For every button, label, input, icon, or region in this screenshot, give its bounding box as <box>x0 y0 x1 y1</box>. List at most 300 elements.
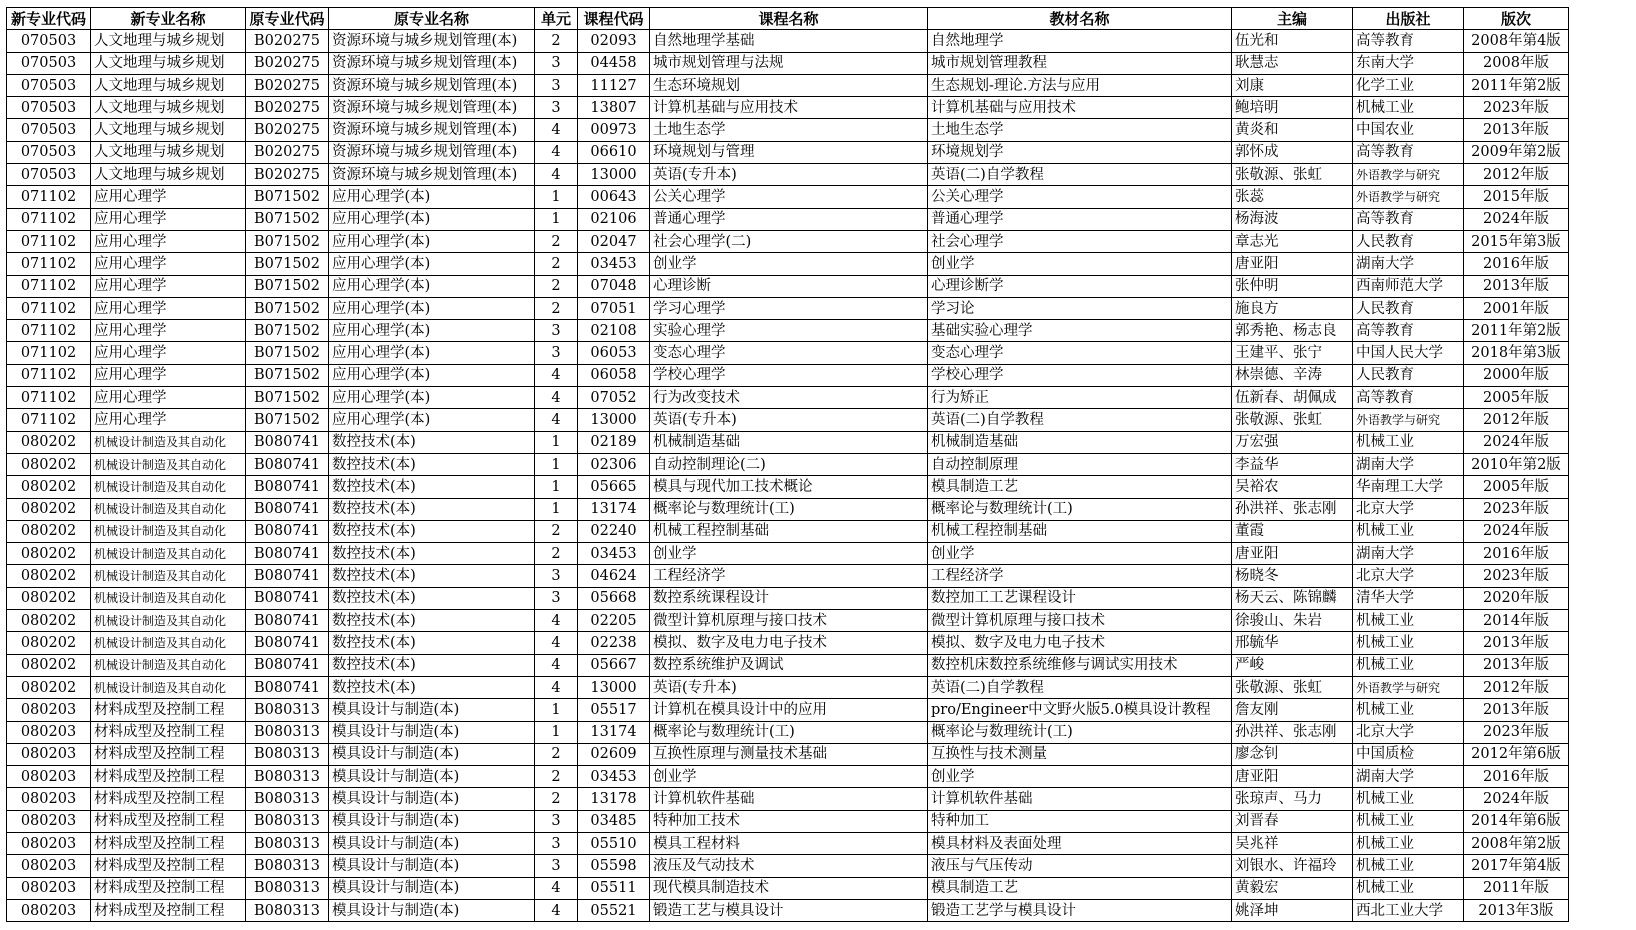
cell-edition: 2001年版 <box>1464 297 1569 319</box>
table-row <box>7 186 1569 208</box>
cell-course-code: 07052 <box>578 387 650 409</box>
cell-unit: 2 <box>535 543 578 565</box>
cell-old-major-code: B071502 <box>246 364 329 386</box>
cell-textbook-name: 变态心理学 <box>928 342 1232 364</box>
cell-edition: 2005年版 <box>1464 476 1569 498</box>
cell-editor: 杨晓冬 <box>1232 565 1353 587</box>
cell-new-major-code: 080202 <box>7 543 91 565</box>
table-row <box>7 297 1569 319</box>
cell-publisher: 湖南大学 <box>1353 253 1464 275</box>
cell-publisher: 机械工业 <box>1353 520 1464 542</box>
cell-publisher: 高等教育 <box>1353 30 1464 52</box>
cell-editor: 杨天云、陈锦麟 <box>1232 587 1353 609</box>
cell-course-code: 00973 <box>578 119 650 141</box>
cell-textbook-name: 工程经济学 <box>928 565 1232 587</box>
cell-edition: 2024年版 <box>1464 431 1569 453</box>
cell-new-major-code: 071102 <box>7 208 91 230</box>
cell-course-code: 04624 <box>578 565 650 587</box>
cell-publisher: 中国人民大学 <box>1353 342 1464 364</box>
cell-new-major-name: 材料成型及控制工程 <box>91 877 246 899</box>
cell-new-major-code: 071102 <box>7 364 91 386</box>
table-row <box>7 610 1569 632</box>
cell-old-major-code: B071502 <box>246 186 329 208</box>
cell-publisher: 人民教育 <box>1353 230 1464 252</box>
table-row <box>7 453 1569 475</box>
cell-edition: 2000年版 <box>1464 364 1569 386</box>
cell-course-name: 现代模具制造技术 <box>650 877 928 899</box>
cell-old-major-name: 数控技术(本) <box>329 632 535 654</box>
cell-old-major-code: B071502 <box>246 297 329 319</box>
cell-old-major-name: 数控技术(本) <box>329 498 535 520</box>
table-row <box>7 52 1569 74</box>
cell-publisher: 北京大学 <box>1353 721 1464 743</box>
cell-editor: 耿慧志 <box>1232 52 1353 74</box>
cell-old-major-name: 资源环境与城乡规划管理(本) <box>329 74 535 96</box>
cell-publisher: 人民教育 <box>1353 364 1464 386</box>
cell-course-code: 02093 <box>578 30 650 52</box>
cell-course-name: 模具与现代加工技术概论 <box>650 476 928 498</box>
cell-new-major-code: 071102 <box>7 186 91 208</box>
cell-unit: 1 <box>535 476 578 498</box>
cell-new-major-code: 080203 <box>7 810 91 832</box>
header-new-major-code: 新专业代码 <box>7 8 91 30</box>
cell-new-major-name: 机械设计制造及其自动化 <box>91 543 246 565</box>
cell-course-code: 06610 <box>578 141 650 163</box>
cell-edition: 2017年第4版 <box>1464 855 1569 877</box>
cell-old-major-code: B080741 <box>246 453 329 475</box>
cell-new-major-name: 人文地理与城乡规划 <box>91 97 246 119</box>
cell-old-major-code: B020275 <box>246 97 329 119</box>
table-row <box>7 855 1569 877</box>
cell-editor: 张敬源、张虹 <box>1232 164 1353 186</box>
cell-publisher: 中国质检 <box>1353 743 1464 765</box>
table-row <box>7 877 1569 899</box>
cell-edition: 2013年版 <box>1464 119 1569 141</box>
cell-new-major-code: 080202 <box>7 498 91 520</box>
cell-old-major-name: 应用心理学(本) <box>329 186 535 208</box>
cell-new-major-code: 071102 <box>7 387 91 409</box>
cell-new-major-code: 080203 <box>7 877 91 899</box>
cell-old-major-code: B071502 <box>246 230 329 252</box>
cell-course-code: 05667 <box>578 654 650 676</box>
cell-course-code: 06058 <box>578 364 650 386</box>
cell-new-major-code: 071102 <box>7 409 91 431</box>
table-row <box>7 899 1569 921</box>
cell-course-name: 行为改变技术 <box>650 387 928 409</box>
cell-publisher: 清华大学 <box>1353 587 1464 609</box>
table-row <box>7 810 1569 832</box>
cell-old-major-code: B080741 <box>246 565 329 587</box>
cell-editor: 邢毓华 <box>1232 632 1353 654</box>
cell-new-major-name: 应用心理学 <box>91 186 246 208</box>
cell-textbook-name: 互换性与技术测量 <box>928 743 1232 765</box>
cell-new-major-code: 070503 <box>7 52 91 74</box>
cell-old-major-name: 应用心理学(本) <box>329 208 535 230</box>
cell-new-major-code: 071102 <box>7 342 91 364</box>
cell-editor: 万宏强 <box>1232 431 1353 453</box>
cell-course-name: 英语(专升本) <box>650 164 928 186</box>
cell-textbook-name: 数控加工工艺课程设计 <box>928 587 1232 609</box>
cell-old-major-code: B080313 <box>246 832 329 854</box>
cell-textbook-name: 自动控制原理 <box>928 453 1232 475</box>
cell-new-major-name: 应用心理学 <box>91 320 246 342</box>
cell-course-code: 02106 <box>578 208 650 230</box>
cell-textbook-name: 基础实验心理学 <box>928 320 1232 342</box>
cell-unit: 3 <box>535 97 578 119</box>
cell-course-code: 04458 <box>578 52 650 74</box>
cell-old-major-code: B071502 <box>246 409 329 431</box>
cell-old-major-code: B080741 <box>246 476 329 498</box>
cell-unit: 2 <box>535 743 578 765</box>
cell-new-major-code: 080202 <box>7 453 91 475</box>
cell-textbook-name: 液压与气压传动 <box>928 855 1232 877</box>
cell-unit: 3 <box>535 565 578 587</box>
cell-old-major-code: B080741 <box>246 676 329 698</box>
cell-unit: 1 <box>535 208 578 230</box>
table-header-row <box>7 8 1569 30</box>
cell-publisher: 中国农业 <box>1353 119 1464 141</box>
cell-new-major-name: 材料成型及控制工程 <box>91 810 246 832</box>
cell-new-major-code: 071102 <box>7 275 91 297</box>
cell-editor: 杨海波 <box>1232 208 1353 230</box>
cell-edition: 2005年版 <box>1464 387 1569 409</box>
table-row <box>7 320 1569 342</box>
cell-edition: 2012年版 <box>1464 409 1569 431</box>
cell-new-major-name: 人文地理与城乡规划 <box>91 74 246 96</box>
table-row <box>7 676 1569 698</box>
table-row <box>7 364 1569 386</box>
header-textbook-name: 教材名称 <box>928 8 1232 30</box>
cell-new-major-name: 材料成型及控制工程 <box>91 766 246 788</box>
cell-edition: 2014年第6版 <box>1464 810 1569 832</box>
cell-old-major-name: 资源环境与城乡规划管理(本) <box>329 97 535 119</box>
cell-old-major-name: 资源环境与城乡规划管理(本) <box>329 52 535 74</box>
cell-old-major-code: B080313 <box>246 766 329 788</box>
cell-course-name: 学习心理学 <box>650 297 928 319</box>
cell-old-major-name: 应用心理学(本) <box>329 409 535 431</box>
cell-editor: 詹友刚 <box>1232 699 1353 721</box>
table-row <box>7 476 1569 498</box>
cell-old-major-name: 应用心理学(本) <box>329 275 535 297</box>
cell-new-major-code: 070503 <box>7 30 91 52</box>
cell-course-name: 机械制造基础 <box>650 431 928 453</box>
cell-new-major-name: 应用心理学 <box>91 342 246 364</box>
cell-new-major-name: 材料成型及控制工程 <box>91 721 246 743</box>
cell-new-major-name: 应用心理学 <box>91 297 246 319</box>
cell-unit: 4 <box>535 632 578 654</box>
cell-edition: 2013年版 <box>1464 632 1569 654</box>
cell-old-major-code: B020275 <box>246 52 329 74</box>
cell-editor: 廖念钊 <box>1232 743 1353 765</box>
cell-old-major-name: 模具设计与制造(本) <box>329 810 535 832</box>
cell-new-major-name: 应用心理学 <box>91 387 246 409</box>
cell-course-code: 13174 <box>578 498 650 520</box>
table-row <box>7 743 1569 765</box>
cell-textbook-name: pro/Engineer中文野火版5.0模具设计教程 <box>928 699 1232 721</box>
cell-textbook-name: 土地生态学 <box>928 119 1232 141</box>
cell-course-code: 02189 <box>578 431 650 453</box>
cell-old-major-name: 数控技术(本) <box>329 676 535 698</box>
cell-course-code: 05521 <box>578 899 650 921</box>
table-row <box>7 587 1569 609</box>
cell-editor: 施良方 <box>1232 297 1353 319</box>
cell-edition: 2012年版 <box>1464 676 1569 698</box>
table-row <box>7 832 1569 854</box>
cell-new-major-code: 080203 <box>7 699 91 721</box>
cell-old-major-name: 数控技术(本) <box>329 476 535 498</box>
cell-course-name: 创业学 <box>650 766 928 788</box>
cell-textbook-name: 城市规划管理教程 <box>928 52 1232 74</box>
cell-course-code: 05510 <box>578 832 650 854</box>
cell-course-code: 05511 <box>578 877 650 899</box>
cell-textbook-name: 微型计算机原理与接口技术 <box>928 610 1232 632</box>
cell-publisher: 湖南大学 <box>1353 453 1464 475</box>
cell-textbook-name: 行为矫正 <box>928 387 1232 409</box>
cell-course-code: 07048 <box>578 275 650 297</box>
cell-old-major-code: B071502 <box>246 208 329 230</box>
cell-publisher: 外语教学与研究 <box>1353 164 1464 186</box>
cell-publisher: 机械工业 <box>1353 810 1464 832</box>
cell-unit: 4 <box>535 164 578 186</box>
cell-editor: 章志光 <box>1232 230 1353 252</box>
cell-course-name: 互换性原理与测量技术基础 <box>650 743 928 765</box>
cell-new-major-code: 080202 <box>7 520 91 542</box>
cell-unit: 4 <box>535 364 578 386</box>
cell-new-major-code: 080203 <box>7 788 91 810</box>
cell-old-major-name: 应用心理学(本) <box>329 320 535 342</box>
cell-new-major-name: 机械设计制造及其自动化 <box>91 632 246 654</box>
cell-course-code: 02047 <box>578 230 650 252</box>
cell-new-major-code: 071102 <box>7 320 91 342</box>
cell-new-major-name: 材料成型及控制工程 <box>91 743 246 765</box>
cell-old-major-code: B020275 <box>246 30 329 52</box>
cell-editor: 孙洪祥、张志刚 <box>1232 498 1353 520</box>
cell-old-major-name: 应用心理学(本) <box>329 253 535 275</box>
cell-edition: 2024年版 <box>1464 208 1569 230</box>
table-row <box>7 520 1569 542</box>
cell-edition: 2008年第4版 <box>1464 30 1569 52</box>
cell-editor: 张仲明 <box>1232 275 1353 297</box>
cell-publisher: 湖南大学 <box>1353 766 1464 788</box>
cell-edition: 2008年版 <box>1464 52 1569 74</box>
cell-old-major-name: 模具设计与制造(本) <box>329 743 535 765</box>
cell-old-major-code: B071502 <box>246 342 329 364</box>
cell-publisher: 机械工业 <box>1353 832 1464 854</box>
cell-publisher: 高等教育 <box>1353 208 1464 230</box>
cell-old-major-name: 应用心理学(本) <box>329 230 535 252</box>
cell-course-name: 特种加工技术 <box>650 810 928 832</box>
table-row <box>7 342 1569 364</box>
cell-old-major-name: 资源环境与城乡规划管理(本) <box>329 119 535 141</box>
cell-editor: 吴兆祥 <box>1232 832 1353 854</box>
cell-textbook-name: 计算机软件基础 <box>928 788 1232 810</box>
cell-unit: 4 <box>535 877 578 899</box>
cell-course-code: 07051 <box>578 297 650 319</box>
cell-editor: 吴裕农 <box>1232 476 1353 498</box>
cell-textbook-name: 计算机基础与应用技术 <box>928 97 1232 119</box>
cell-old-major-name: 数控技术(本) <box>329 520 535 542</box>
cell-course-name: 环境规划与管理 <box>650 141 928 163</box>
cell-textbook-name: 模具材料及表面处理 <box>928 832 1232 854</box>
cell-old-major-name: 数控技术(本) <box>329 610 535 632</box>
cell-old-major-code: B080741 <box>246 543 329 565</box>
cell-unit: 4 <box>535 610 578 632</box>
cell-editor: 张蕊 <box>1232 186 1353 208</box>
cell-new-major-name: 材料成型及控制工程 <box>91 699 246 721</box>
cell-publisher: 机械工业 <box>1353 788 1464 810</box>
cell-textbook-name: 创业学 <box>928 766 1232 788</box>
header-course-name: 课程名称 <box>650 8 928 30</box>
cell-course-name: 自动控制理论(二) <box>650 453 928 475</box>
cell-new-major-name: 材料成型及控制工程 <box>91 832 246 854</box>
cell-editor: 张敬源、张虹 <box>1232 676 1353 698</box>
cell-old-major-name: 模具设计与制造(本) <box>329 899 535 921</box>
cell-old-major-code: B071502 <box>246 275 329 297</box>
cell-unit: 3 <box>535 342 578 364</box>
cell-old-major-code: B080313 <box>246 788 329 810</box>
table-row <box>7 498 1569 520</box>
cell-course-name: 学校心理学 <box>650 364 928 386</box>
cell-old-major-code: B080741 <box>246 498 329 520</box>
cell-old-major-name: 数控技术(本) <box>329 654 535 676</box>
cell-unit: 4 <box>535 654 578 676</box>
cell-course-name: 城市规划管理与法规 <box>650 52 928 74</box>
cell-course-code: 02108 <box>578 320 650 342</box>
cell-old-major-name: 数控技术(本) <box>329 431 535 453</box>
cell-editor: 唐亚阳 <box>1232 766 1353 788</box>
cell-publisher: 西北工业大学 <box>1353 899 1464 921</box>
cell-unit: 3 <box>535 832 578 854</box>
cell-new-major-code: 080202 <box>7 587 91 609</box>
cell-new-major-code: 070503 <box>7 141 91 163</box>
cell-course-code: 03485 <box>578 810 650 832</box>
table-row <box>7 699 1569 721</box>
cell-new-major-name: 机械设计制造及其自动化 <box>91 476 246 498</box>
cell-edition: 2018年第3版 <box>1464 342 1569 364</box>
cell-old-major-code: B080313 <box>246 810 329 832</box>
cell-course-name: 工程经济学 <box>650 565 928 587</box>
cell-textbook-name: 自然地理学 <box>928 30 1232 52</box>
cell-old-major-code: B080313 <box>246 855 329 877</box>
cell-textbook-name: 概率论与数理统计(工) <box>928 721 1232 743</box>
cell-old-major-code: B020275 <box>246 74 329 96</box>
cell-textbook-name: 特种加工 <box>928 810 1232 832</box>
cell-editor: 姚泽坤 <box>1232 899 1353 921</box>
cell-new-major-code: 071102 <box>7 230 91 252</box>
cell-edition: 2016年版 <box>1464 253 1569 275</box>
cell-edition: 2011年第2版 <box>1464 320 1569 342</box>
cell-textbook-name: 学校心理学 <box>928 364 1232 386</box>
cell-course-code: 13174 <box>578 721 650 743</box>
cell-textbook-name: 锻造工艺学与模具设计 <box>928 899 1232 921</box>
cell-course-code: 13000 <box>578 409 650 431</box>
cell-course-code: 02306 <box>578 453 650 475</box>
cell-old-major-name: 应用心理学(本) <box>329 364 535 386</box>
table-row <box>7 409 1569 431</box>
cell-course-name: 普通心理学 <box>650 208 928 230</box>
cell-textbook-name: 模具制造工艺 <box>928 877 1232 899</box>
cell-edition: 2024年版 <box>1464 788 1569 810</box>
cell-editor: 刘银水、许福玲 <box>1232 855 1353 877</box>
cell-edition: 2015年版 <box>1464 186 1569 208</box>
table-row <box>7 543 1569 565</box>
cell-editor: 黄炎和 <box>1232 119 1353 141</box>
cell-publisher: 高等教育 <box>1353 387 1464 409</box>
cell-course-code: 05517 <box>578 699 650 721</box>
cell-old-major-name: 模具设计与制造(本) <box>329 766 535 788</box>
cell-textbook-name: 机械制造基础 <box>928 431 1232 453</box>
cell-old-major-name: 模具设计与制造(本) <box>329 832 535 854</box>
cell-new-major-name: 机械设计制造及其自动化 <box>91 565 246 587</box>
cell-course-name: 变态心理学 <box>650 342 928 364</box>
cell-textbook-name: 心理诊断学 <box>928 275 1232 297</box>
cell-unit: 4 <box>535 141 578 163</box>
header-unit: 单元 <box>535 8 578 30</box>
cell-editor: 伍新春、胡佩成 <box>1232 387 1353 409</box>
cell-edition: 2013年版 <box>1464 699 1569 721</box>
cell-textbook-name: 环境规划学 <box>928 141 1232 163</box>
cell-course-code: 13000 <box>578 676 650 698</box>
cell-course-name: 计算机基础与应用技术 <box>650 97 928 119</box>
cell-course-code: 05665 <box>578 476 650 498</box>
cell-course-name: 英语(专升本) <box>650 676 928 698</box>
cell-textbook-name: 模拟、数字及电力电子技术 <box>928 632 1232 654</box>
cell-publisher: 华南理工大学 <box>1353 476 1464 498</box>
cell-new-major-code: 080202 <box>7 610 91 632</box>
cell-course-name: 机械工程控制基础 <box>650 520 928 542</box>
cell-new-major-code: 080202 <box>7 676 91 698</box>
header-new-major-name: 新专业名称 <box>91 8 246 30</box>
cell-editor: 郭秀艳、杨志良 <box>1232 320 1353 342</box>
cell-course-name: 概率论与数理统计(工) <box>650 498 928 520</box>
cell-course-name: 数控系统课程设计 <box>650 587 928 609</box>
table-body <box>7 30 1569 922</box>
cell-unit: 1 <box>535 453 578 475</box>
table-row <box>7 654 1569 676</box>
cell-unit: 1 <box>535 699 578 721</box>
cell-new-major-name: 材料成型及控制工程 <box>91 788 246 810</box>
header-editor: 主编 <box>1232 8 1353 30</box>
cell-new-major-name: 机械设计制造及其自动化 <box>91 453 246 475</box>
cell-new-major-code: 080202 <box>7 654 91 676</box>
cell-textbook-name: 模具制造工艺 <box>928 476 1232 498</box>
cell-edition: 2023年版 <box>1464 498 1569 520</box>
cell-course-name: 自然地理学基础 <box>650 30 928 52</box>
cell-course-name: 心理诊断 <box>650 275 928 297</box>
cell-old-major-code: B080741 <box>246 632 329 654</box>
cell-textbook-name: 创业学 <box>928 253 1232 275</box>
cell-old-major-name: 数控技术(本) <box>329 543 535 565</box>
cell-textbook-name: 普通心理学 <box>928 208 1232 230</box>
cell-new-major-name: 应用心理学 <box>91 230 246 252</box>
cell-publisher: 东南大学 <box>1353 52 1464 74</box>
cell-publisher: 机械工业 <box>1353 877 1464 899</box>
cell-unit: 3 <box>535 320 578 342</box>
cell-edition: 2012年第6版 <box>1464 743 1569 765</box>
cell-unit: 1 <box>535 431 578 453</box>
cell-course-name: 实验心理学 <box>650 320 928 342</box>
cell-old-major-code: B020275 <box>246 141 329 163</box>
cell-new-major-code: 080203 <box>7 721 91 743</box>
cell-unit: 2 <box>535 766 578 788</box>
cell-course-name: 液压及气动技术 <box>650 855 928 877</box>
cell-old-major-code: B020275 <box>246 164 329 186</box>
cell-course-name: 概率论与数理统计(工) <box>650 721 928 743</box>
cell-editor: 唐亚阳 <box>1232 253 1353 275</box>
cell-old-major-code: B080741 <box>246 431 329 453</box>
cell-publisher: 外语教学与研究 <box>1353 186 1464 208</box>
cell-new-major-name: 人文地理与城乡规划 <box>91 30 246 52</box>
